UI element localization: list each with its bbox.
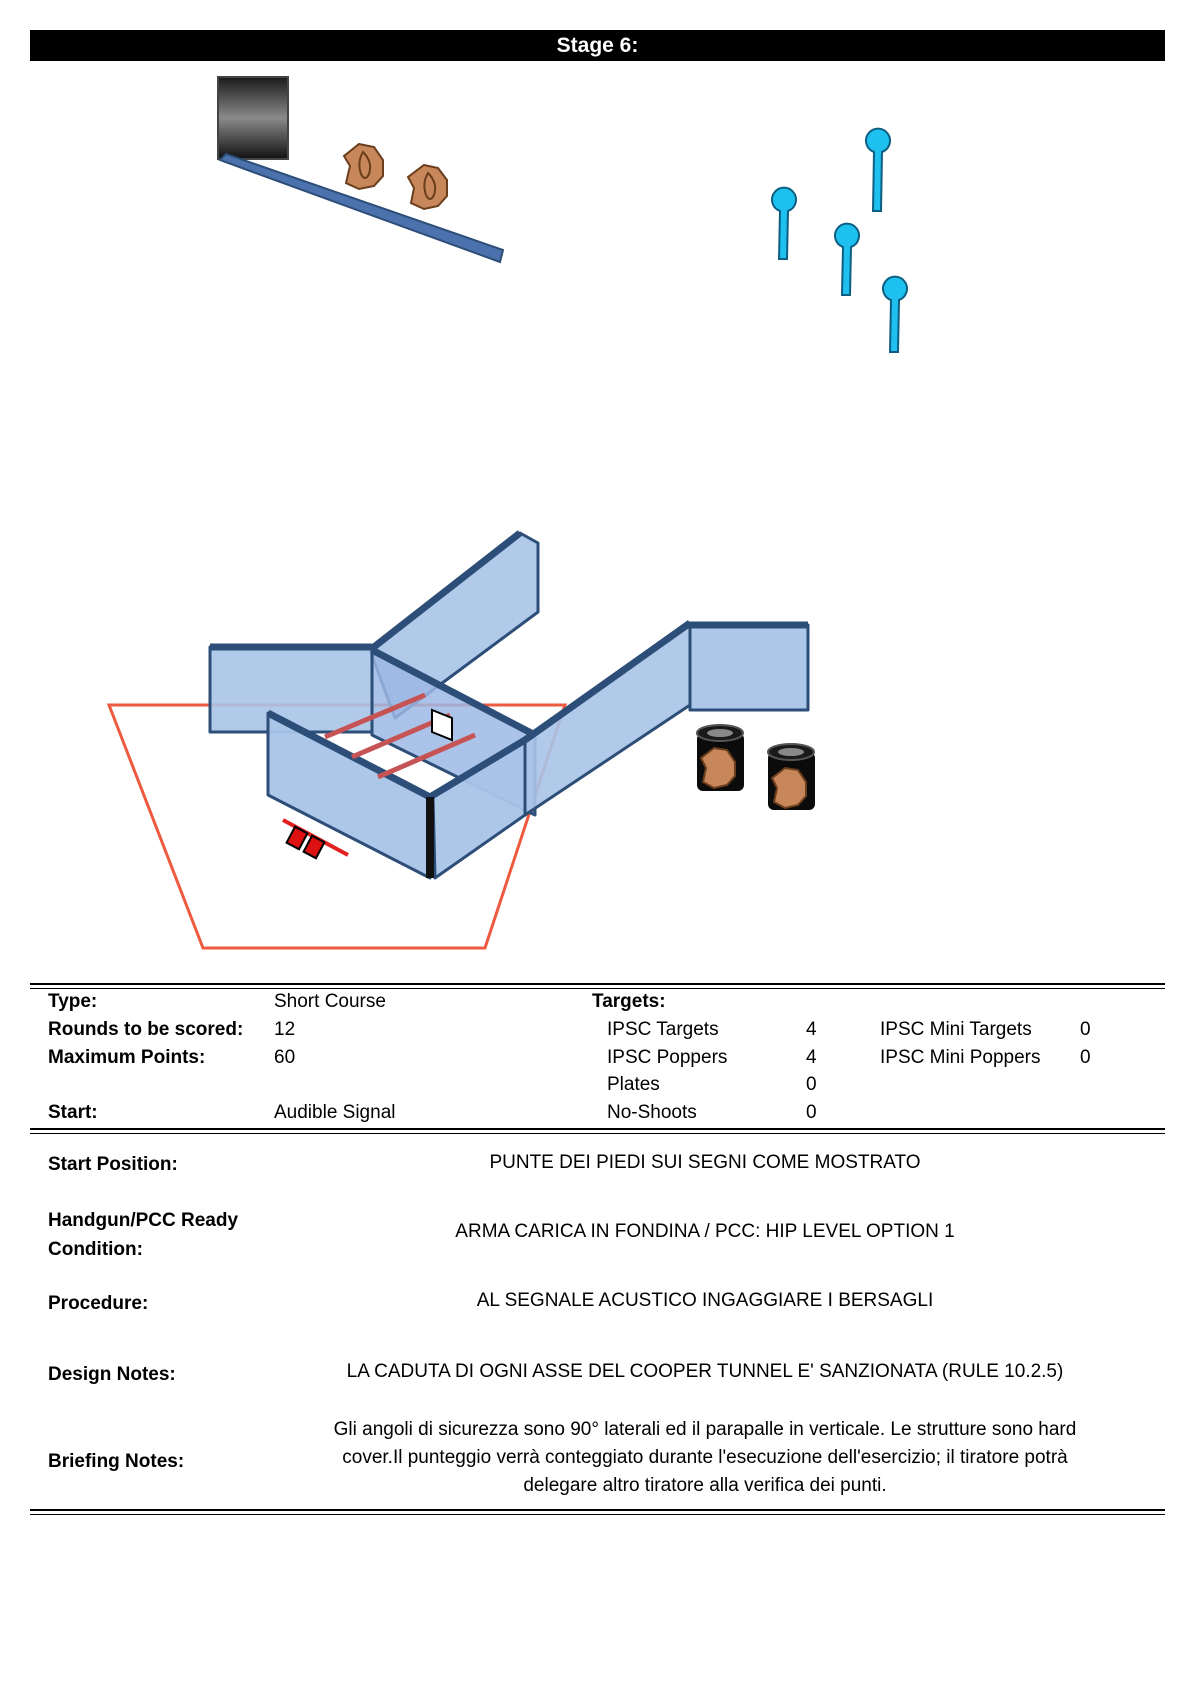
target-noshoots-label: No-Shoots	[607, 1102, 697, 1123]
ipsc-popper-icon	[883, 277, 907, 352]
mini-poppers-value: 0	[1080, 1047, 1091, 1068]
ipsc-popper-icon	[772, 188, 796, 259]
target-ipsc-label: IPSC Targets	[607, 1019, 719, 1040]
design-notes-label: Design Notes:	[48, 1364, 176, 1385]
type-label: Type:	[48, 991, 98, 1012]
ready-condition-label-1: Handgun/PCC Ready	[48, 1210, 239, 1231]
procedure-label: Procedure:	[48, 1293, 149, 1314]
type-value: Short Course	[274, 991, 386, 1012]
stage-diagram	[0, 62, 1191, 962]
target-poppers-value: 4	[806, 1047, 817, 1068]
ready-condition-value: ARMA CARICA IN FONDINA / PCC: HIP LEVEL OPTION 1	[455, 1221, 955, 1242]
start-label: Start:	[48, 1102, 98, 1123]
mini-targets-label: IPSC Mini Targets	[880, 1019, 1032, 1040]
ipsc-paper-target-icon	[344, 144, 383, 189]
start-value: Audible Signal	[274, 1102, 396, 1123]
ipsc-popper-icon	[866, 129, 890, 211]
target-noshoots-value: 0	[806, 1102, 817, 1123]
ipsc-paper-target-icon	[408, 165, 447, 209]
target-ipsc-value: 4	[806, 1019, 817, 1040]
target-plates-value: 0	[806, 1074, 817, 1095]
mini-targets-value: 0	[1080, 1019, 1091, 1040]
points-value: 60	[274, 1047, 296, 1068]
black-box-icon	[218, 77, 288, 159]
briefing-notes-label: Briefing Notes:	[48, 1451, 185, 1472]
target-plates-label: Plates	[607, 1074, 660, 1095]
design-notes-value: LA CADUTA DI OGNI ASSE DEL COOPER TUNNEL E' SANZIONATA (RULE 10.2.5)	[346, 1361, 1064, 1382]
rounds-value: 12	[274, 1019, 296, 1040]
briefing-notes-line-3: delegare altro tiratore alla verifica dei punti.	[523, 1475, 887, 1496]
targets-label: Targets:	[592, 991, 666, 1012]
start-position-label: Start Position:	[48, 1154, 178, 1175]
briefing-notes-line-2: cover.Il punteggio verrà conteggiato durante l'esecuzione dell'esercizio; il tiratore potrà	[342, 1447, 1068, 1468]
barrel-target-icon	[697, 725, 744, 791]
start-position-value: PUNTE DEI PIEDI SUI SEGNI COME MOSTRATO	[489, 1152, 921, 1173]
procedure-value: AL SEGNALE ACUSTICO INGAGGIARE I BERSAGLI	[476, 1290, 934, 1311]
barrel-target-icon	[768, 744, 815, 810]
mini-poppers-label: IPSC Mini Poppers	[880, 1047, 1041, 1068]
rounds-label: Rounds to be scored:	[48, 1019, 244, 1040]
ipsc-popper-icon	[835, 224, 859, 295]
briefing-notes-line-1: Gli angoli di sicurezza sono 90° laterali ed il parapalle in verticale. Le strutture sono hard	[333, 1419, 1077, 1440]
stage-title: Stage 6:	[30, 30, 1165, 61]
points-label: Maximum Points:	[48, 1047, 206, 1068]
target-poppers-label: IPSC Poppers	[607, 1047, 728, 1068]
ready-condition-label-2: Condition:	[48, 1239, 143, 1260]
